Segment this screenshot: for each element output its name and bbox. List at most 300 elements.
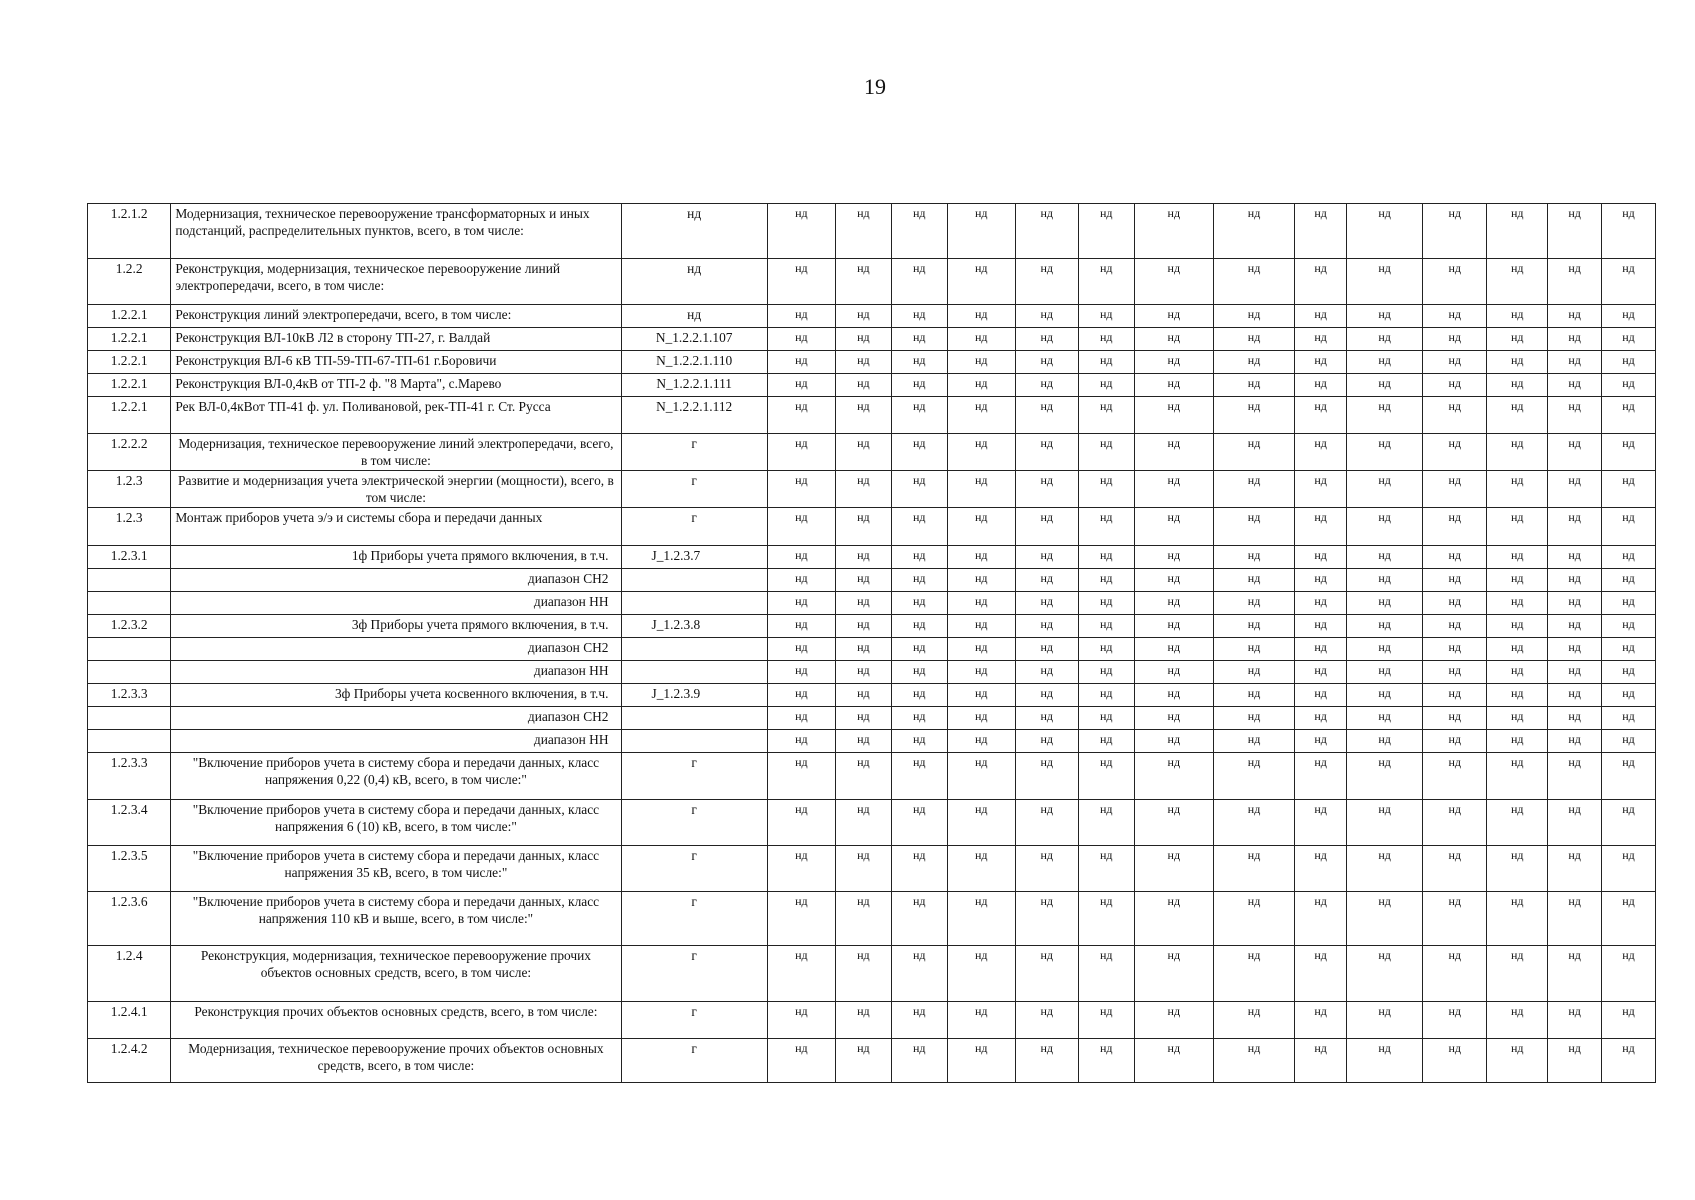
value-cell: нд [1423,259,1487,305]
value-cell: нд [1078,328,1134,351]
value-cell: нд [1134,638,1213,661]
value-cell: нд [1134,800,1213,846]
row-name: Реконструкция, модернизация, техническое перевооружение прочих объектов основных средств, всего, в том числе: [171,946,621,1002]
value-cell: нд [767,305,835,328]
table-row [88,397,1656,434]
value-cell: нд [1423,569,1487,592]
value-cell: нд [1487,569,1548,592]
value-cell: нд [767,661,835,684]
value-cell: нд [1078,351,1134,374]
value-cell: нд [1423,546,1487,569]
table-row [88,592,1656,615]
value-cell: нд [1295,259,1347,305]
value-cell: нд [1548,800,1602,846]
value-cell: нд [1423,351,1487,374]
row-code: 1.2.2 [88,259,171,305]
value-cell: нд [1134,753,1213,800]
row-identifier: J_1.2.3.9 [621,684,767,707]
value-cell: нд [1347,615,1423,638]
value-cell: нд [1548,1039,1602,1083]
value-cell: нд [1347,328,1423,351]
row-code [88,592,171,615]
value-cell: нд [1548,569,1602,592]
value-cell: нд [1134,846,1213,892]
value-cell: нд [1213,351,1294,374]
value-cell: нд [1078,615,1134,638]
row-code: 1.2.2.1 [88,328,171,351]
value-cell: нд [1213,730,1294,753]
table-row [88,374,1656,397]
value-cell: нд [1423,508,1487,546]
value-cell: нд [947,546,1015,569]
value-cell: нд [1078,892,1134,946]
value-cell: нд [1602,800,1656,846]
row-code [88,661,171,684]
value-cell: нд [1487,638,1548,661]
value-cell: нд [1602,753,1656,800]
value-cell: нд [1347,1002,1423,1039]
value-cell: нд [1015,434,1078,471]
row-identifier [621,569,767,592]
value-cell: нд [1423,753,1487,800]
table-row [88,569,1656,592]
value-cell: нд [767,434,835,471]
value-cell: нд [1602,397,1656,434]
value-cell: нд [1487,508,1548,546]
value-cell: нд [1423,684,1487,707]
value-cell: нд [891,638,947,661]
value-cell: нд [1423,397,1487,434]
value-cell: нд [1295,204,1347,259]
row-name: "Включение приборов учета в систему сбора и передачи данных, класс напряжения 110 кВ и выше, всего, в том числе:" [171,892,621,946]
row-name: 3ф Приборы учета косвенного включения, в т.ч. [171,684,621,707]
value-cell: нд [891,592,947,615]
value-cell: нд [1487,471,1548,508]
value-cell: нд [1423,434,1487,471]
value-cell: нд [1078,946,1134,1002]
value-cell: нд [1134,508,1213,546]
value-cell: нд [1423,592,1487,615]
value-cell: нд [1347,684,1423,707]
value-cell: нд [1295,397,1347,434]
value-cell: нд [1078,259,1134,305]
value-cell: нд [1078,661,1134,684]
value-cell: нд [891,753,947,800]
value-cell: нд [1295,946,1347,1002]
value-cell: нд [1078,569,1134,592]
value-cell: нд [891,661,947,684]
value-cell: нд [947,800,1015,846]
row-identifier: J_1.2.3.8 [621,615,767,638]
value-cell: нд [947,328,1015,351]
value-cell: нд [1213,1039,1294,1083]
value-cell: нд [891,615,947,638]
value-cell: нд [1295,546,1347,569]
value-cell: нд [1015,374,1078,397]
value-cell: нд [947,638,1015,661]
value-cell: нд [1213,661,1294,684]
value-cell: нд [947,305,1015,328]
value-cell: нд [835,638,891,661]
value-cell: нд [1487,615,1548,638]
value-cell: нд [1548,508,1602,546]
value-cell: нд [1423,946,1487,1002]
value-cell: нд [1602,730,1656,753]
value-cell: нд [835,615,891,638]
value-cell: нд [835,351,891,374]
row-identifier: г [621,800,767,846]
value-cell: нд [1423,707,1487,730]
investment-table [87,203,1656,1083]
row-name: диапазон СН2 [171,569,621,592]
value-cell: нд [1602,661,1656,684]
value-cell: нд [1213,684,1294,707]
value-cell: нд [947,569,1015,592]
row-identifier: г [621,846,767,892]
row-name: диапазон НН [171,661,621,684]
value-cell: нд [1015,638,1078,661]
value-cell: нд [891,846,947,892]
value-cell: нд [1078,800,1134,846]
row-identifier [621,661,767,684]
row-code [88,569,171,592]
value-cell: нд [891,730,947,753]
value-cell: нд [1347,638,1423,661]
value-cell: нд [1423,204,1487,259]
value-cell: нд [1015,204,1078,259]
value-cell: нд [1602,946,1656,1002]
value-cell: нд [767,892,835,946]
value-cell: нд [947,374,1015,397]
value-cell: нд [1487,661,1548,684]
value-cell: нд [1015,305,1078,328]
value-cell: нд [1295,1039,1347,1083]
value-cell: нд [1213,707,1294,730]
row-identifier [621,592,767,615]
value-cell: нд [1548,661,1602,684]
value-cell: нд [1487,374,1548,397]
value-cell: нд [1295,1002,1347,1039]
value-cell: нд [767,546,835,569]
value-cell: нд [1078,546,1134,569]
value-cell: нд [835,753,891,800]
value-cell: нд [1078,592,1134,615]
value-cell: нд [835,397,891,434]
value-cell: нд [947,1002,1015,1039]
row-identifier: г [621,1039,767,1083]
value-cell: нд [947,753,1015,800]
value-cell: нд [1602,1002,1656,1039]
value-cell: нд [1015,892,1078,946]
value-cell: нд [947,615,1015,638]
value-cell: нд [1134,946,1213,1002]
value-cell: нд [1295,569,1347,592]
value-cell: нд [1295,374,1347,397]
table-row [88,615,1656,638]
value-cell: нд [1548,546,1602,569]
value-cell: нд [1078,638,1134,661]
value-cell: нд [835,661,891,684]
value-cell: нд [1295,351,1347,374]
value-cell: нд [1213,434,1294,471]
row-name: Реконструкция ВЛ-0,4кВ от ТП-2 ф. "8 Марта", с.Марево [171,374,621,397]
value-cell: нд [835,204,891,259]
value-cell: нд [1347,259,1423,305]
value-cell: нд [1078,204,1134,259]
row-identifier: г [621,753,767,800]
value-cell: нд [1602,615,1656,638]
value-cell: нд [1134,661,1213,684]
row-identifier: г [621,946,767,1002]
row-identifier: г [621,892,767,946]
value-cell: нд [767,707,835,730]
value-cell: нд [1015,259,1078,305]
value-cell: нд [1078,305,1134,328]
table-row [88,259,1656,305]
value-cell: нд [1602,638,1656,661]
row-code: 1.2.2.1 [88,351,171,374]
value-cell: нд [1548,259,1602,305]
table-row [88,684,1656,707]
value-cell: нд [1015,397,1078,434]
row-identifier: г [621,471,767,508]
row-identifier: нд [621,259,767,305]
row-code: 1.2.3.6 [88,892,171,946]
row-code [88,638,171,661]
value-cell: нд [1078,1002,1134,1039]
value-cell: нд [1347,569,1423,592]
value-cell: нд [1423,305,1487,328]
row-name: Модернизация, техническое перевооружение прочих объектов основных средств, всего, в том числе: [171,1039,621,1083]
value-cell: нд [835,259,891,305]
row-code: 1.2.2.1 [88,397,171,434]
value-cell: нд [1347,374,1423,397]
value-cell: нд [947,204,1015,259]
row-code [88,707,171,730]
value-cell: нд [891,508,947,546]
value-cell: нд [767,328,835,351]
value-cell: нд [1487,546,1548,569]
value-cell: нд [1548,730,1602,753]
value-cell: нд [891,471,947,508]
value-cell: нд [1295,684,1347,707]
value-cell: нд [947,434,1015,471]
value-cell: нд [1347,892,1423,946]
value-cell: нд [835,800,891,846]
table-row [88,730,1656,753]
value-cell: нд [891,707,947,730]
row-code: 1.2.4 [88,946,171,1002]
value-cell: нд [1548,892,1602,946]
value-cell: нд [1015,661,1078,684]
row-name: "Включение приборов учета в систему сбора и передачи данных, класс напряжения 6 (10) кВ, всего, в том числе:" [171,800,621,846]
value-cell: нд [1487,753,1548,800]
value-cell: нд [891,259,947,305]
value-cell: нд [1078,374,1134,397]
value-cell: нд [947,508,1015,546]
value-cell: нд [1347,661,1423,684]
value-cell: нд [767,508,835,546]
value-cell: нд [1078,508,1134,546]
value-cell: нд [835,305,891,328]
value-cell: нд [1347,508,1423,546]
value-cell: нд [1213,204,1294,259]
value-cell: нд [1015,707,1078,730]
table-row [88,305,1656,328]
row-code: 1.2.3 [88,508,171,546]
value-cell: нд [835,846,891,892]
value-cell: нд [1602,351,1656,374]
value-cell: нд [1015,508,1078,546]
value-cell: нд [767,615,835,638]
table-row [88,892,1656,946]
row-name: Реконструкция прочих объектов основных средств, всего, в том числе: [171,1002,621,1039]
row-code: 1.2.3.1 [88,546,171,569]
value-cell: нд [1347,351,1423,374]
row-code: 1.2.4.2 [88,1039,171,1083]
value-cell: нд [767,1039,835,1083]
value-cell: нд [1213,328,1294,351]
value-cell: нд [1078,846,1134,892]
value-cell: нд [947,892,1015,946]
value-cell: нд [1602,1039,1656,1083]
value-cell: нд [1015,753,1078,800]
row-identifier [621,730,767,753]
value-cell: нд [1602,374,1656,397]
value-cell: нд [1078,434,1134,471]
value-cell: нд [947,946,1015,1002]
row-name: диапазон НН [171,730,621,753]
value-cell: нд [1295,638,1347,661]
value-cell: нд [1134,684,1213,707]
value-cell: нд [1548,328,1602,351]
value-cell: нд [835,592,891,615]
row-name: Рек ВЛ-0,4кВот ТП-41 ф. ул. Поливановой, рек-ТП-41 г. Ст. Русса [171,397,621,434]
value-cell: нд [947,397,1015,434]
value-cell: нд [835,1039,891,1083]
value-cell: нд [1213,800,1294,846]
value-cell: нд [767,1002,835,1039]
value-cell: нд [1295,892,1347,946]
value-cell: нд [1602,508,1656,546]
value-cell: нд [1347,397,1423,434]
value-cell: нд [1134,305,1213,328]
table-row [88,434,1656,471]
value-cell: нд [1548,707,1602,730]
value-cell: нд [947,351,1015,374]
value-cell: нд [1015,615,1078,638]
row-name: "Включение приборов учета в систему сбора и передачи данных, класс напряжения 0,22 (0,4) кВ, всего, в том числе:" [171,753,621,800]
row-code: 1.2.2.1 [88,374,171,397]
value-cell: нд [1134,397,1213,434]
value-cell: нд [1015,1002,1078,1039]
value-cell: нд [891,546,947,569]
value-cell: нд [1602,569,1656,592]
value-cell: нд [1078,471,1134,508]
value-cell: нд [835,328,891,351]
value-cell: нд [767,374,835,397]
value-cell: нд [1602,259,1656,305]
value-cell: нд [1213,569,1294,592]
value-cell: нд [1548,638,1602,661]
value-cell: нд [1548,615,1602,638]
table-row [88,638,1656,661]
row-identifier [621,638,767,661]
value-cell: нд [947,684,1015,707]
value-cell: нд [891,946,947,1002]
table-row [88,1002,1656,1039]
row-name: диапазон СН2 [171,707,621,730]
value-cell: нд [1134,592,1213,615]
value-cell: нд [1015,471,1078,508]
value-cell: нд [1347,800,1423,846]
value-cell: нд [1295,615,1347,638]
value-cell: нд [1134,328,1213,351]
value-cell: нд [835,892,891,946]
row-identifier: нд [621,305,767,328]
value-cell: нд [835,434,891,471]
value-cell: нд [1423,615,1487,638]
row-identifier: N_1.2.2.1.112 [621,397,767,434]
value-cell: нд [1347,707,1423,730]
value-cell: нд [1548,846,1602,892]
row-code: 1.2.2.1 [88,305,171,328]
value-cell: нд [1213,892,1294,946]
row-name: Монтаж приборов учета э/э и системы сбора и передачи данных [171,508,621,546]
value-cell: нд [1548,471,1602,508]
value-cell: нд [1295,661,1347,684]
value-cell: нд [1134,730,1213,753]
value-cell: нд [1213,397,1294,434]
value-cell: нд [1213,615,1294,638]
value-cell: нд [767,753,835,800]
value-cell: нд [1487,592,1548,615]
value-cell: нд [947,259,1015,305]
value-cell: нд [1487,397,1548,434]
row-name: 3ф Приборы учета прямого включения, в т.ч. [171,615,621,638]
row-name: "Включение приборов учета в систему сбора и передачи данных, класс напряжения 35 кВ, всего, в том числе:" [171,846,621,892]
row-identifier: г [621,508,767,546]
value-cell: нд [947,707,1015,730]
value-cell: нд [1423,800,1487,846]
value-cell: нд [1134,351,1213,374]
value-cell: нд [1015,592,1078,615]
value-cell: нд [1347,846,1423,892]
table-row [88,661,1656,684]
value-cell: нд [1487,204,1548,259]
value-cell: нд [1295,305,1347,328]
row-code: 1.2.3.4 [88,800,171,846]
value-cell: нд [1295,471,1347,508]
table-row [88,1039,1656,1083]
value-cell: нд [835,546,891,569]
value-cell: нд [767,204,835,259]
value-cell: нд [767,397,835,434]
table-row [88,471,1656,508]
value-cell: нд [767,730,835,753]
value-cell: нд [1015,546,1078,569]
value-cell: нд [1487,684,1548,707]
value-cell: нд [1602,546,1656,569]
row-identifier [621,707,767,730]
value-cell: нд [1548,946,1602,1002]
value-cell: нд [1548,397,1602,434]
table-row [88,328,1656,351]
row-code: 1.2.3.3 [88,753,171,800]
row-name: Модернизация, техническое перевооружение трансформаторных и иных подстанций, распределительных пунктов, всего, в том числе: [171,204,621,259]
table-row [88,753,1656,800]
value-cell: нд [1015,328,1078,351]
